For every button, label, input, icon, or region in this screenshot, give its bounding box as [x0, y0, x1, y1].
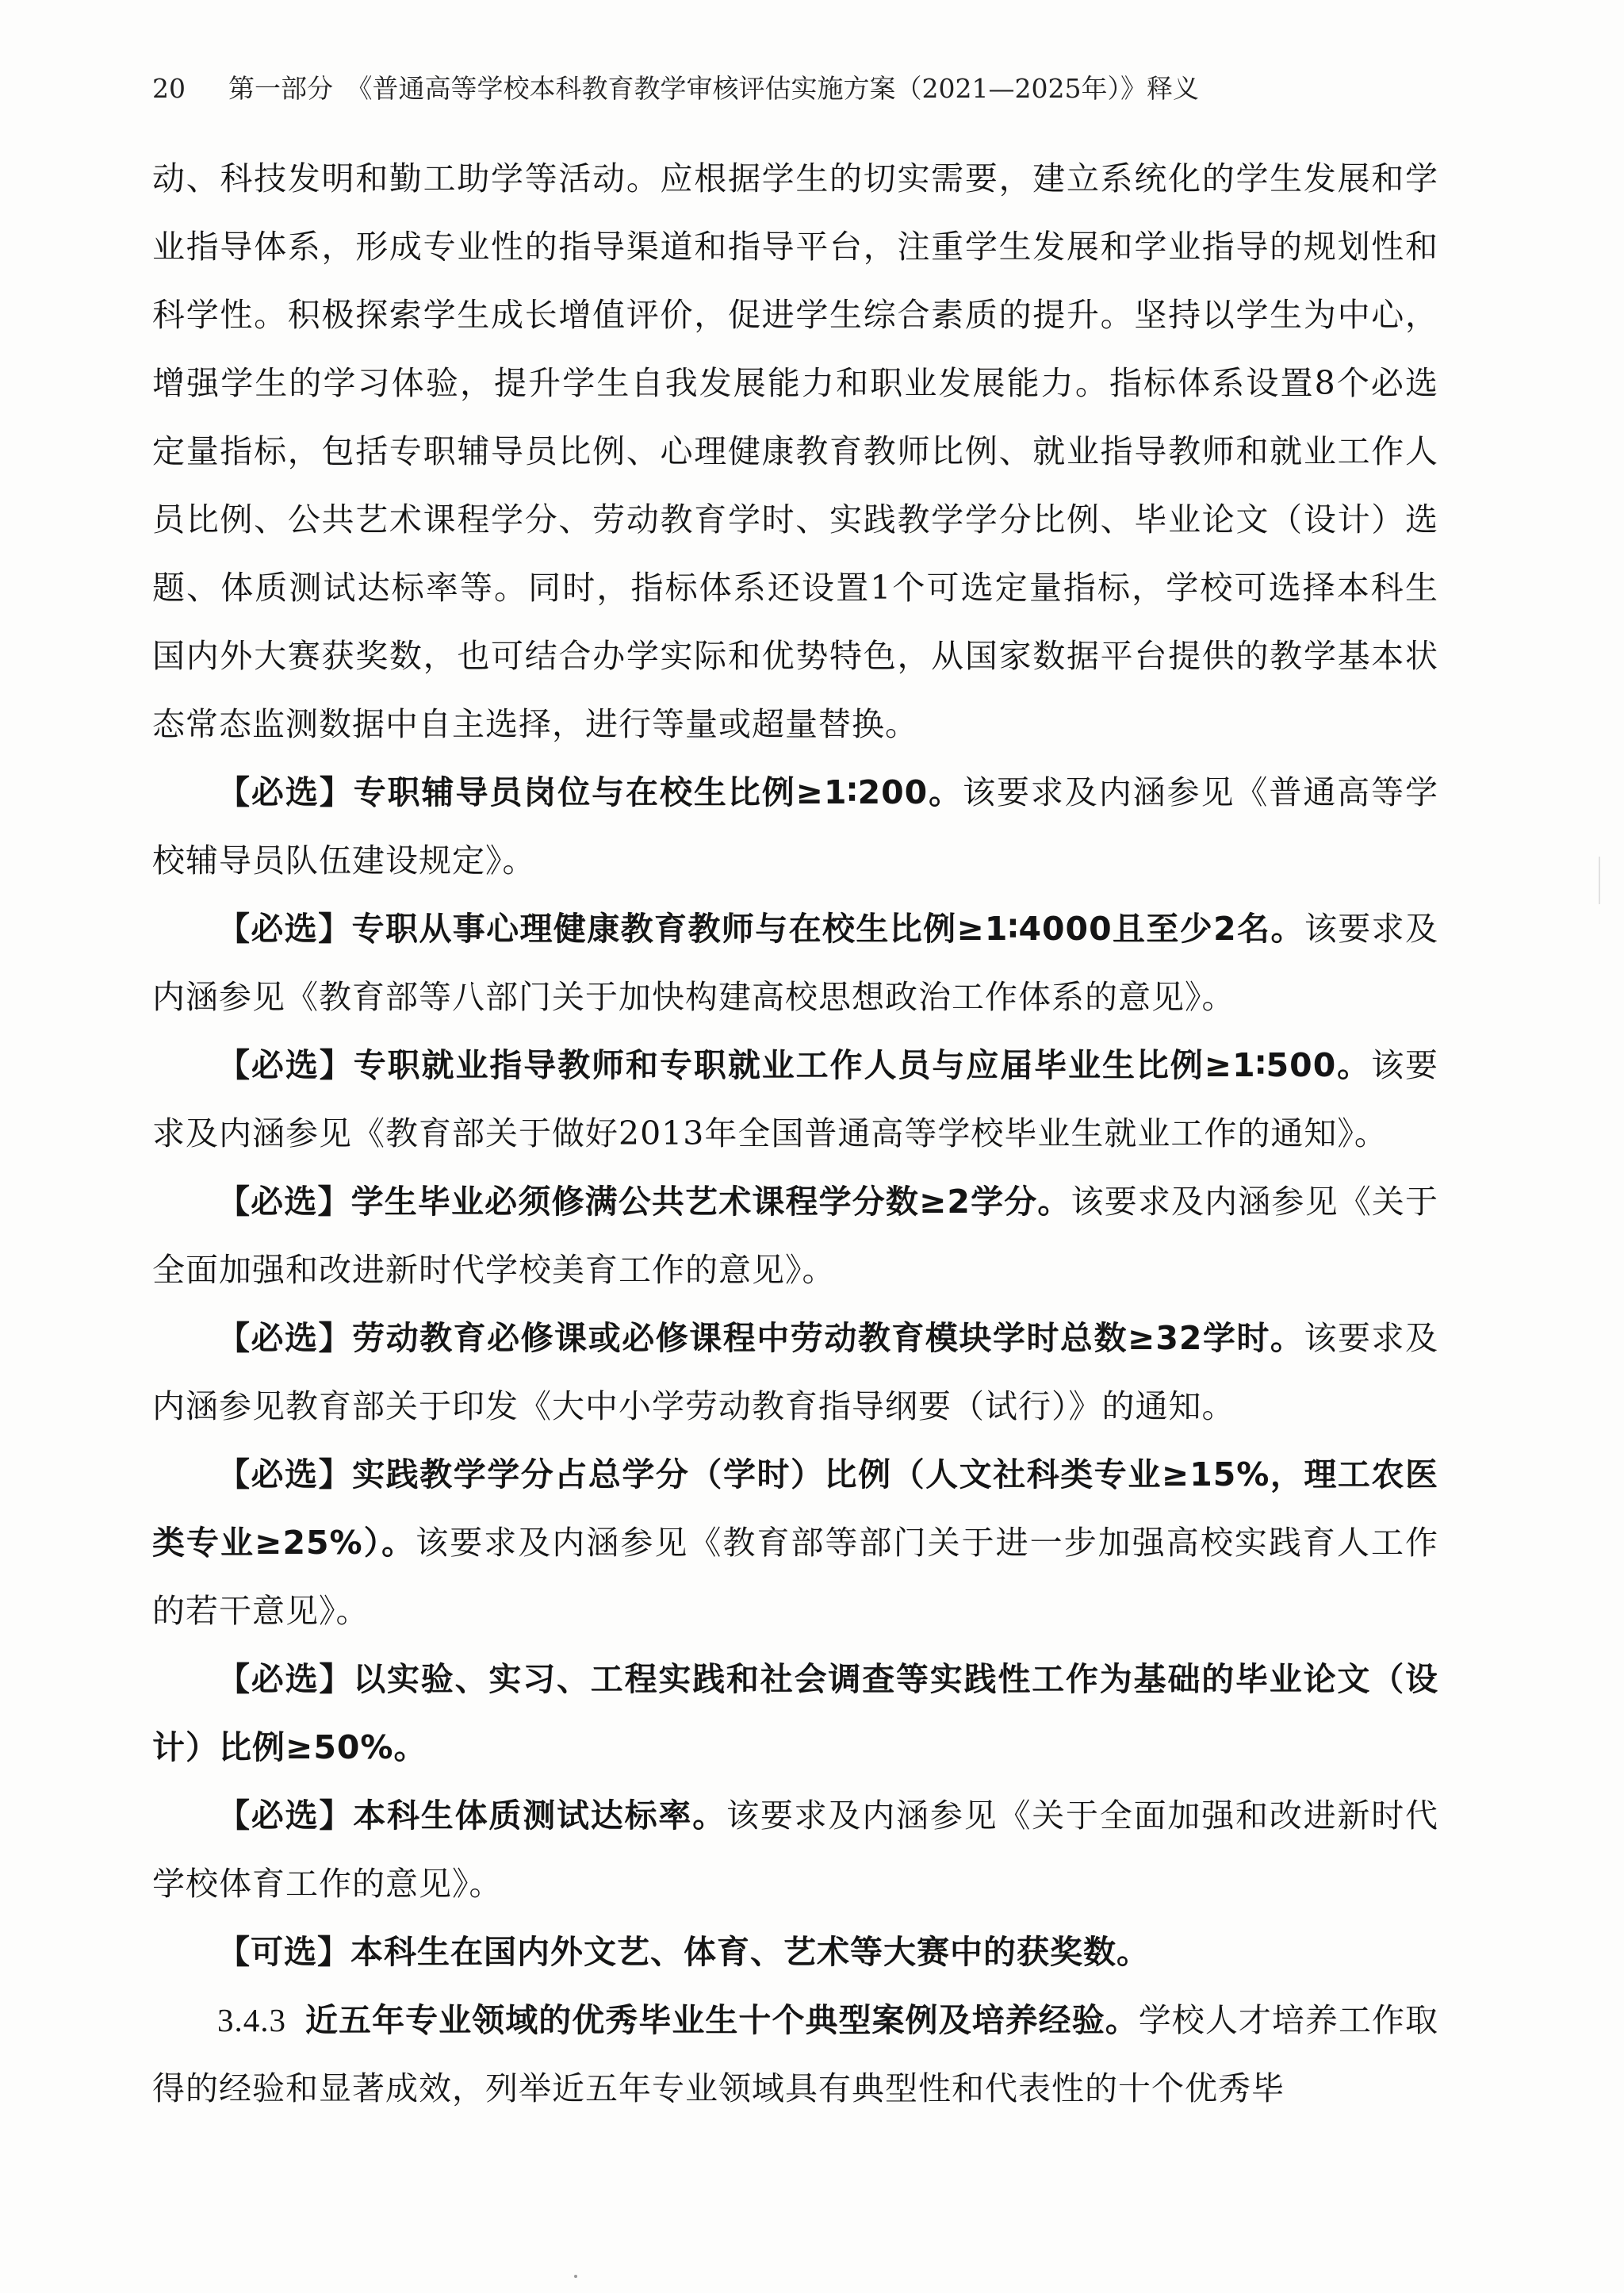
section-number: 3.4.3 [217, 2002, 286, 2038]
indicator-tag: 【必选】 [217, 1796, 354, 1835]
indicator-tag: 【必选】 [217, 910, 352, 948]
indicator-item [152, 1645, 1438, 1781]
body-text [152, 144, 1438, 2122]
indicator-item [152, 1304, 1438, 1440]
indicator-note: 该要求及内涵参见教育部关于印发《大中小学劳动教育指导纲要（试行）》的通知。 [152, 1319, 1439, 1425]
indicator-requirement: 劳动教育必修课或必修课程中劳动教育模块学时总数≥32学时。 [352, 1319, 1304, 1357]
indicator-requirement: 本科生体质测试达标率。 [353, 1796, 727, 1835]
scan-margin-mark [1599, 857, 1611, 904]
indicator-note: 该要求及内涵参见《教育部关于做好2013年全国普通高等学校毕业生就业工作的通知》。 [152, 1046, 1439, 1152]
header-title: 第一部分 《普通高等学校本科教育教学审核评估实施方案（2021—2025年）》释义 [228, 73, 1199, 104]
indicator-requirement: 专职从事心理健康教育教师与在校生比例≥1∶4000且至少2名。 [351, 910, 1304, 948]
indicator-requirement: 以实验、实习、工程实践和社会调查等实践性工作为基础的毕业论文（设计）比例≥50%。 [152, 1660, 1438, 1766]
indicator-item [152, 1781, 1438, 1918]
indicator-tag: 【必选】 [217, 1455, 353, 1494]
indicator-note: 该要求及内涵参见《教育部等八部门关于加快构建高校思想政治工作体系的意见》。 [152, 910, 1439, 1016]
section-paragraph [152, 1986, 1438, 2122]
running-header [152, 68, 1453, 109]
indicator-requirement: 专职辅导员岗位与在校生比例≥1∶200。 [353, 773, 963, 811]
indicator-note: 该要求及内涵参见《关于全面加强和改进新时代学校体育工作的意见》。 [152, 1796, 1439, 1903]
indicator-item [152, 758, 1438, 895]
indicator-requirement: 本科生在国内外文艺、体育、艺术等大赛中的获奖数。 [350, 1933, 1150, 1971]
indicator-tag: 【必选】 [217, 1046, 354, 1084]
indicator-item [152, 1440, 1438, 1645]
indicator-requirement: 实践教学学分占总学分（学时）比例（人文社科类专业≥15%，理工农医类专业≥25%）。 [152, 1455, 1438, 1562]
indicator-requirement: 专职就业指导教师和专职就业工作人员与应届毕业生比例≥1∶500。 [353, 1046, 1372, 1084]
indicator-note: 该要求及内涵参见《普通高等学校辅导员队伍建设规定》。 [152, 773, 1439, 880]
indicator-item [152, 895, 1438, 1031]
page-number: 20 [152, 73, 186, 104]
intro-paragraph: 动、科技发明和勤工助学等活动。应根据学生的切实需要，建立系统化的学生发展和学业指导体系，形成专业性的指导渠道和指导平台，注重学生发展和学业指导的规划性和科学性。积极探索学生成长增值评价，促进学生综合素质的提升。坚持以学生为中心，增强学生的学习体验，提升学生自我发展能力和职业发展能力。指标体系设置8个必选定量指标，包括专职辅导员比例、心理健康教育教师比例、就业指导教师和就业工作人员比例、公共艺术课程学分、劳动教育学时、实践教学学分比例、毕业论文（设计）选题、体质测试达标率等。同时，指标体系还设置1个可选定量指标，学校可选择本科生国内外大赛获奖数，也可结合办学实际和优势特色，从国家数据平台提供的教学基本状态常态监测数据中自主选择，进行等量或超量替换。 [152, 159, 1438, 743]
indicator-note: 该要求及内涵参见《关于全面加强和改进新时代学校美育工作的意见》。 [152, 1183, 1439, 1289]
indicator-tag: 【必选】 [217, 1660, 354, 1698]
section-text: 学校人才培养工作取得的经验和显著成效，列举近五年专业领域具有典型性和代表性的十个优秀毕 [152, 2001, 1439, 2107]
indicator-tag: 【必选】 [217, 1319, 353, 1357]
indicator-item [152, 1168, 1438, 1304]
indicator-item [152, 1918, 1438, 1986]
indicator-requirement: 学生毕业必须修满公共艺术课程学分数≥2学分。 [350, 1183, 1071, 1221]
section-heading: 近五年专业领域的优秀毕业生十个典型案例及培养经验。 [305, 2001, 1139, 2039]
indicator-tag: 【必选】 [217, 773, 354, 811]
indicator-item [152, 1031, 1438, 1168]
indicator-tag: 【必选】 [217, 1183, 351, 1221]
scan-dot [574, 2275, 577, 2278]
indicator-tag: 【可选】 [217, 1933, 350, 1971]
indicator-note: 该要求及内涵参见《教育部等部门关于进一步加强高校实践育人工作的若干意见》。 [152, 1524, 1438, 1630]
